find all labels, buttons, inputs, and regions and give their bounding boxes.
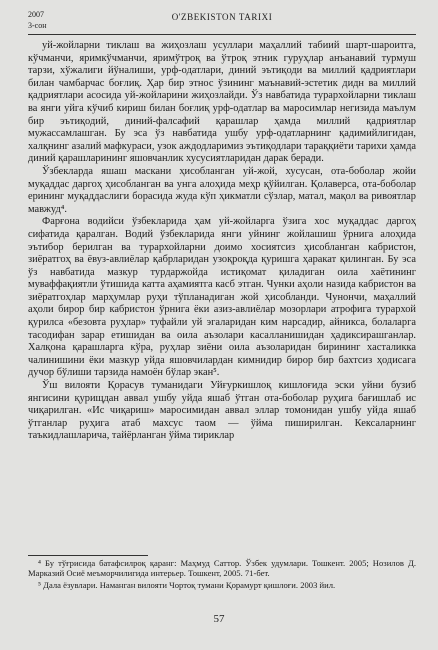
article-body (28, 40, 416, 443)
footnotes (28, 558, 416, 591)
footnote: ⁴ Бу тўғрисида батафсилроқ қаранг: Маҳмуд Саттор. Ўзбек удумлари. Тошкент. 2005; Нозилов Д. Марказий Осиё меъморчилигида интерьер. Тошкент, 2005. 71-бет. (28, 558, 416, 579)
running-header (28, 10, 416, 35)
header-year: 2007 (28, 10, 44, 19)
paragraph: Фарғона водийси ўзбекларида ҳам уй-жойларга ўзига хос муқаддас даргоҳ сифатида қаралган. Водий ўзбекларида янги уйнинг жойлашиш ўрнига алоҳида эътибор берилган ва турархойларни доимо хосиятсиз ҳисобланган кабристон, зиёратгоҳ ва ёвуз-авлиёлар қабрларидан узоқроқда қуришга ҳаракат қилинган. Бу эса ўз навбатида мазкур турдаржойда истиқомат қиладиган оила хаётининг муваффақиятли ўтишида катта аҳамиятга касб этган. Чунки аҳоли назида кабристон ва зиёратгоҳлар марҳумлар руҳи тўпланадиган жой ҳисобланди. Чунончи, маҳаллий аҳоли бирор бир кабристон ўрнига ёки азиз-авлиёлар мозорлари атрофига турархой қурилса «безовта руҳлар» туфайли уй эгаларидан ким нарсадир, айникса, болаларга тасодифан зарар етишидан ва оила аъзолари касалланишидан ҳадиксирашганлар. Халқона қарашларга кўра, руҳлар зиёни оила аъзоларидан бирининг хасталикка чалинишини ёки мазкур уйда яшовчилардан кимнидир бирор бир бахтсиз ҳодисага дучор бўлиши тарзида намоён бўлар экан⁵. (28, 216, 416, 379)
footnote: ⁵ Дала ёзувлари. Наманган вилояти Чортоқ тумани Қорамурт қишлоғи. 2003 йил. (38, 579, 336, 590)
paragraph: Ўш вилояти Қорасув туманидаги Уйғуркишлоқ кишлоғида эски уйни бузиб янгисини қурищдан аввал ушбу уйда яшаб ўтган ота-боболар руҳига бағишлаб ис чиқарилган. «Ис чиқариш» маросимидан аввал эллар томонидан ушбу уйда яшаб ўтганлар руҳига атаб махсус таом — ўйма пиширилган. Кексаларнинг таъкидлашларича, тайёрланган ўйма тириклар (28, 380, 416, 442)
page-number: 57 (213, 613, 225, 625)
paragraph: уй-жойларни тиклаш ва жиҳозлаш усуллари маҳаллий табиий шарт-шароитга, кўчманчи, яримкўчманчи, яримўтроқ ва ўтроқ этник гуруҳлар анъанавий турмуш тарзи, хўжалиги йўналиши, урф-одатлари, диний эътиқоди ва миллий қадриятлари билан чамбарчас боғлиқ. Ҳар бир этнос ўзининг маънавий-эстетик дидн ва миллий қадриятлари асосида уй-жойларини жиҳозлайди. Ўз навбатида турархойларни тиклаш ва янги уйга кўчиб кириш билан боғлиқ урф-одатлар ва маросимлар негизида маълум бир эътиқодий, диний-фалсафий қарашлар ҳамда миллий қадриятлар мужассамлашган. Бу эса ўз навбатида ушбу урф-одатларнинг қадимийлигидан, халқнинг азалий мафкураси, узок аждодларимиз эътиқодлари тараққиёти тарихи ҳамда диний қарашларининг яшовчанлик хусусиятларидан дарак беради. (28, 40, 416, 165)
paragraph: Ўзбекларда яшаш маскани ҳисобланган уй-жой, хусусан, ота-боболар жойи муқаддас даргоҳ ҳисобланган ва унга алоҳида меҳр қўйилган. Қолаверса, ота-боболар ерининг муқаддаслиги борасида жуда кўп ҳикматли сўзлар, матал, мақол ва ривоятлар мавжуд⁴. (28, 165, 416, 215)
header-issue: 3-сон (28, 21, 47, 30)
journal-title: O'ZBEKISTON TARIXI (171, 12, 273, 22)
footnote-divider (28, 555, 148, 556)
